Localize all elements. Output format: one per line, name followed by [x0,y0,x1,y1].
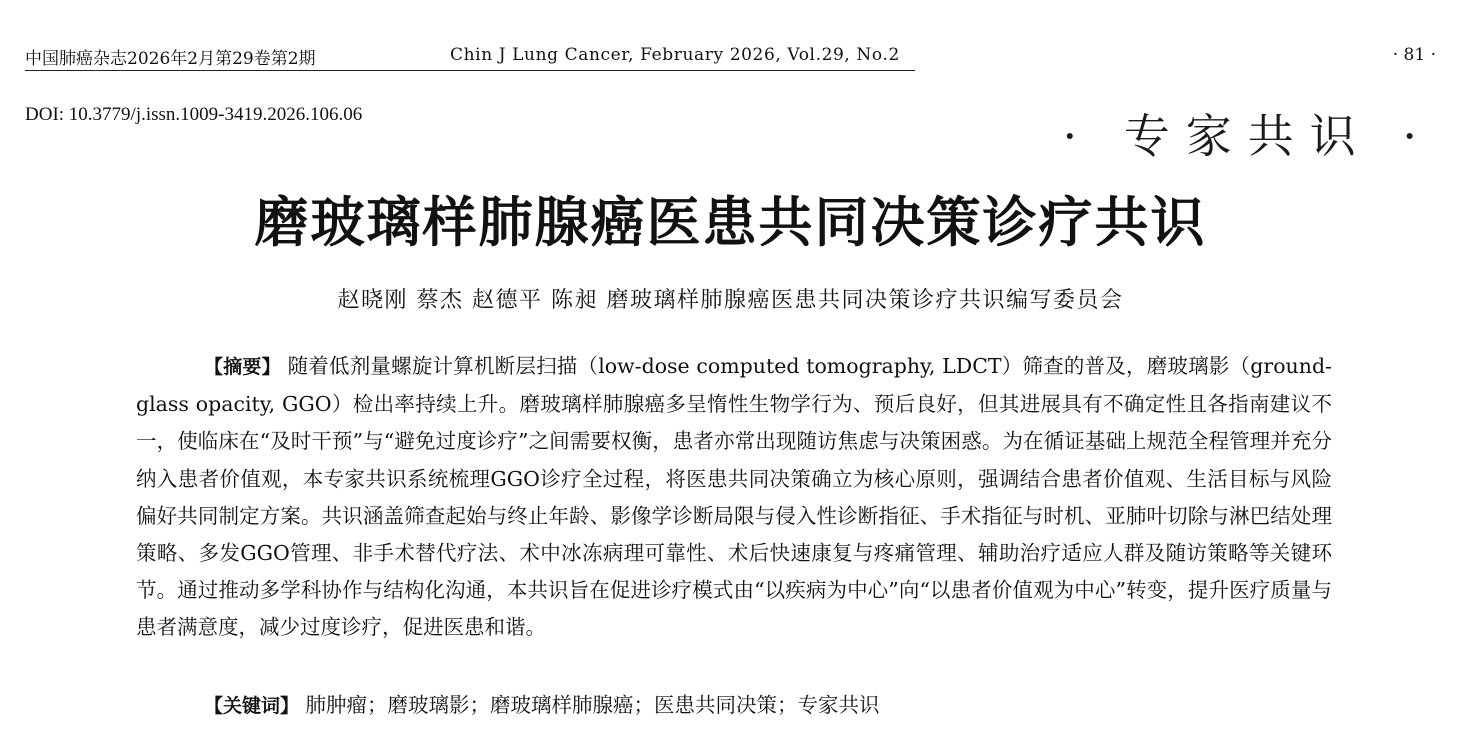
keywords-label: 【关键词】 [204,695,300,717]
journal-name-en: Chin J Lung Cancer, February 2026, Vol.29, No.2 [450,45,900,65]
abstract-label: 【摘要】 [204,356,281,378]
abstract-text: 随着低剂量螺旋计算机断层扫描（low-dose computed tomography, LDCT）筛查的普及，磨玻璃影（ground-glass opacity, GGO）检出率持续上升。磨玻璃样肺腺癌多呈惰性生物学行为、预后良好，但其进展具有不确定性且各指南建议不一，使临床在“及时干预”与“避免过度诊疗”之间需要权衡，患者亦常出现随访焦虑与决策困惑。为在循证基础上规范全程管理并充分纳入患者价值观，本专家共识系统梳理GGO诊疗全过程，将医患共同决策确立为核心原则，强调结合患者价值观、生活目标与风险偏好共同制定方案。共识涵盖筛查起始与终止年龄、影像学诊断局限与侵入性诊断指征、手术指征与时机、亚肺叶切除与淋巴结处理策略、多发GGO管理、非手术替代疗法、术中冰冻病理可靠性、术后快速康复与疼痛管理、辅助治疗适应人群及随访策略等关键环节。通过推动多学科协作与结构化沟通，本共识旨在促进诊疗模式由“以疾病为中心”向“以患者价值观为中心”转变，提升医疗质量与患者满意度，减少过度诊疗，促进医患和谐。 [136,354,1332,640]
column-tag: · 专家共识 · [1062,109,1433,163]
keywords [204,688,880,718]
doi: DOI: 10.3779/j.issn.1009-3419.2026.106.06 [25,104,363,125]
article-title: 磨玻璃样肺腺癌医患共同决策诊疗共识 [254,191,1207,254]
author-list: 赵晓刚 蔡杰 赵德平 陈昶 磨玻璃样肺腺癌医患共同决策诊疗共识编写委员会 [337,288,1124,313]
running-head [25,42,915,71]
keywords-text: 肺肿瘤；磨玻璃影；磨玻璃样肺腺癌；医患共同决策；专家共识 [305,693,880,717]
journal-name-cn: 中国肺癌杂志2026年2月第29卷第2期 [25,49,316,69]
abstract [136,348,1332,647]
page-number: · 81 · [1392,45,1436,65]
